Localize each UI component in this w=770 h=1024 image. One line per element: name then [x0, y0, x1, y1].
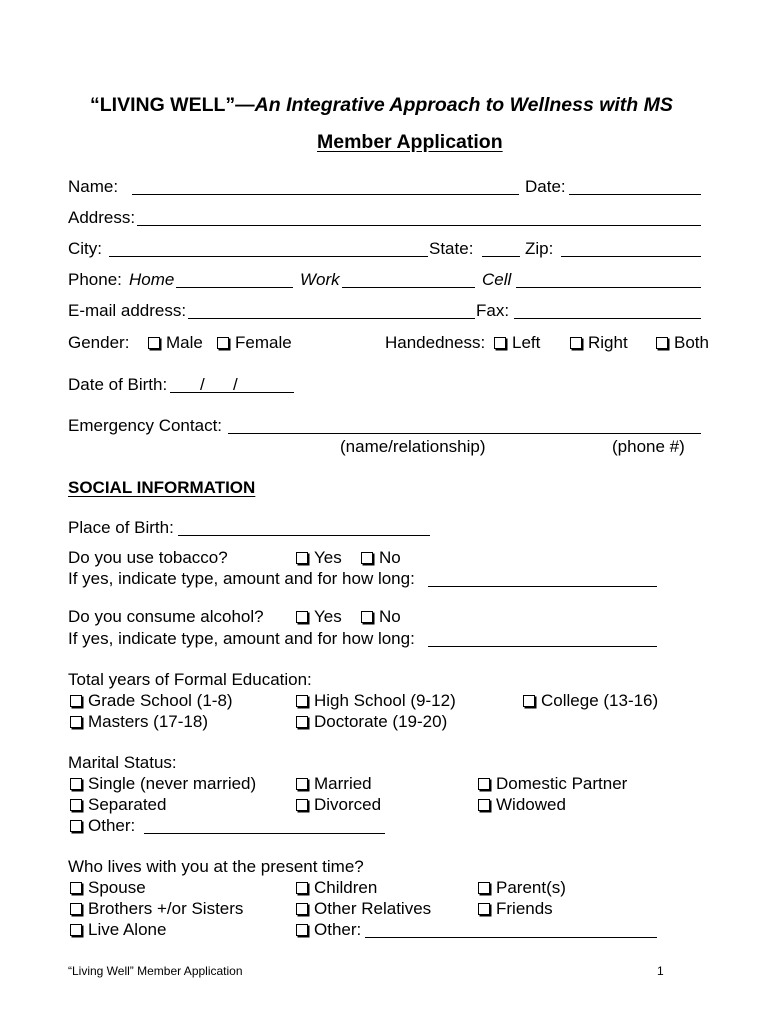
phone-work-field[interactable]: [342, 287, 475, 288]
education-question: Total years of Formal Education:: [68, 670, 312, 689]
checkbox-icon: [70, 924, 82, 936]
checkbox-icon: [148, 337, 160, 349]
checkbox-icon: [296, 552, 308, 564]
alcohol-detail-field[interactable]: [428, 646, 657, 647]
checkbox-icon: [478, 903, 490, 915]
marital-separated-checkbox[interactable]: Separated: [70, 796, 166, 813]
handedness-label: Handedness:: [385, 333, 486, 352]
zip-field[interactable]: [561, 256, 701, 257]
lives-with-question: Who lives with you at the present time?: [68, 857, 364, 876]
emergency-phone-hint: (phone #): [612, 437, 685, 456]
dob-separator-1: /: [200, 375, 205, 394]
tobacco-detail-label: If yes, indicate type, amount and for how long:: [68, 569, 415, 588]
state-field[interactable]: [482, 256, 520, 257]
checkbox-icon: [361, 611, 373, 623]
education-grade-school-checkbox[interactable]: Grade School (1-8): [70, 692, 233, 709]
checkbox-icon: [296, 695, 308, 707]
dob-field[interactable]: [170, 392, 294, 393]
checkbox-icon: [70, 903, 82, 915]
checkbox-icon: [70, 695, 82, 707]
checkbox-icon: [296, 611, 308, 623]
marital-married-checkbox[interactable]: Married: [296, 775, 372, 792]
lives-children-checkbox[interactable]: Children: [296, 879, 377, 896]
checkbox-icon: [296, 924, 308, 936]
email-field[interactable]: [188, 318, 475, 319]
footer-document-name: “Living Well” Member Application: [68, 964, 243, 978]
checkbox-icon: [296, 882, 308, 894]
lives-other-relatives-checkbox[interactable]: Other Relatives: [296, 900, 431, 917]
document-title: [90, 96, 673, 116]
city-field[interactable]: [109, 256, 428, 257]
gender-female-checkbox[interactable]: Female: [217, 334, 292, 351]
checkbox-icon: [296, 799, 308, 811]
social-information-heading: SOCIAL INFORMATION: [68, 478, 256, 497]
marital-single-checkbox[interactable]: Single (never married): [70, 775, 256, 792]
footer-page-number: 1: [657, 964, 664, 978]
tobacco-yes-checkbox[interactable]: Yes: [296, 549, 342, 566]
name-label: Name:: [68, 177, 119, 196]
dob-label: Date of Birth:: [68, 375, 168, 394]
emergency-name-hint: (name/relationship): [340, 437, 486, 456]
checkbox-icon: [478, 882, 490, 894]
checkbox-icon: [478, 778, 490, 790]
education-high-school-checkbox[interactable]: High School (9-12): [296, 692, 456, 709]
address-label: Address:: [68, 208, 136, 227]
phone-cell-field[interactable]: [516, 287, 701, 288]
checkbox-icon: [296, 778, 308, 790]
date-label: Date:: [525, 177, 566, 196]
marital-other-checkbox[interactable]: Other:: [70, 817, 135, 834]
checkbox-icon: [361, 552, 373, 564]
fax-label: Fax:: [476, 301, 510, 320]
date-field[interactable]: [569, 194, 701, 195]
document-subtitle: Member Application: [317, 131, 503, 153]
checkbox-icon: [656, 337, 668, 349]
checkbox-icon: [70, 799, 82, 811]
handedness-left-checkbox[interactable]: Left: [494, 334, 540, 351]
marital-divorced-checkbox[interactable]: Divorced: [296, 796, 381, 813]
education-doctorate-checkbox[interactable]: Doctorate (19-20): [296, 713, 447, 730]
handedness-right-checkbox[interactable]: Right: [570, 334, 628, 351]
email-label: E-mail address:: [68, 301, 187, 320]
lives-other-checkbox[interactable]: Other:: [296, 921, 361, 938]
phone-work-label: Work: [300, 270, 340, 289]
checkbox-icon: [523, 695, 535, 707]
checkbox-icon: [217, 337, 229, 349]
emergency-label: Emergency Contact:: [68, 416, 223, 435]
alcohol-no-checkbox[interactable]: No: [361, 608, 401, 625]
phone-home-field[interactable]: [176, 287, 293, 288]
checkbox-icon: [70, 820, 82, 832]
checkbox-icon: [70, 778, 82, 790]
checkbox-icon: [570, 337, 582, 349]
tobacco-question: Do you use tobacco?: [68, 548, 228, 567]
checkbox-icon: [296, 716, 308, 728]
tobacco-no-checkbox[interactable]: No: [361, 549, 401, 566]
lives-friends-checkbox[interactable]: Friends: [478, 900, 553, 917]
emergency-field[interactable]: [228, 433, 701, 434]
lives-other-field[interactable]: [365, 937, 657, 938]
fax-field[interactable]: [514, 318, 701, 319]
education-college-checkbox[interactable]: College (13-16): [523, 692, 658, 709]
name-field[interactable]: [132, 194, 519, 195]
lives-alone-checkbox[interactable]: Live Alone: [70, 921, 166, 938]
marital-widowed-checkbox[interactable]: Widowed: [478, 796, 566, 813]
checkbox-icon: [70, 882, 82, 894]
title-main: “LIVING WELL”—: [90, 94, 255, 116]
address-field[interactable]: [137, 225, 701, 226]
lives-spouse-checkbox[interactable]: Spouse: [70, 879, 146, 896]
alcohol-yes-checkbox[interactable]: Yes: [296, 608, 342, 625]
gender-label: Gender:: [68, 333, 130, 352]
checkbox-icon: [296, 903, 308, 915]
marital-domestic-partner-checkbox[interactable]: Domestic Partner: [478, 775, 627, 792]
education-masters-checkbox[interactable]: Masters (17-18): [70, 713, 208, 730]
lives-siblings-checkbox[interactable]: Brothers +/or Sisters: [70, 900, 243, 917]
marital-question: Marital Status:: [68, 753, 177, 772]
checkbox-icon: [494, 337, 506, 349]
phone-label: Phone:: [68, 270, 122, 289]
state-label: State:: [429, 239, 474, 258]
phone-cell-label: Cell: [482, 270, 512, 289]
phone-home-label: Home: [129, 270, 175, 289]
tobacco-detail-field[interactable]: [428, 586, 657, 587]
alcohol-question: Do you consume alcohol?: [68, 607, 264, 626]
lives-parents-checkbox[interactable]: Parent(s): [478, 879, 566, 896]
checkbox-icon: [70, 716, 82, 728]
place-of-birth-field[interactable]: [178, 535, 430, 536]
alcohol-detail-label: If yes, indicate type, amount and for how long:: [68, 629, 415, 648]
city-label: City:: [68, 239, 102, 258]
gender-male-checkbox[interactable]: Male: [148, 334, 203, 351]
marital-other-field[interactable]: [144, 833, 385, 834]
checkbox-icon: [478, 799, 490, 811]
place-of-birth-label: Place of Birth:: [68, 518, 174, 537]
title-italic: An Integrative Approach to Wellness with MS: [254, 94, 673, 116]
handedness-both-checkbox[interactable]: Both: [656, 334, 709, 351]
dob-separator-2: /: [233, 375, 238, 394]
zip-label: Zip:: [525, 239, 554, 258]
